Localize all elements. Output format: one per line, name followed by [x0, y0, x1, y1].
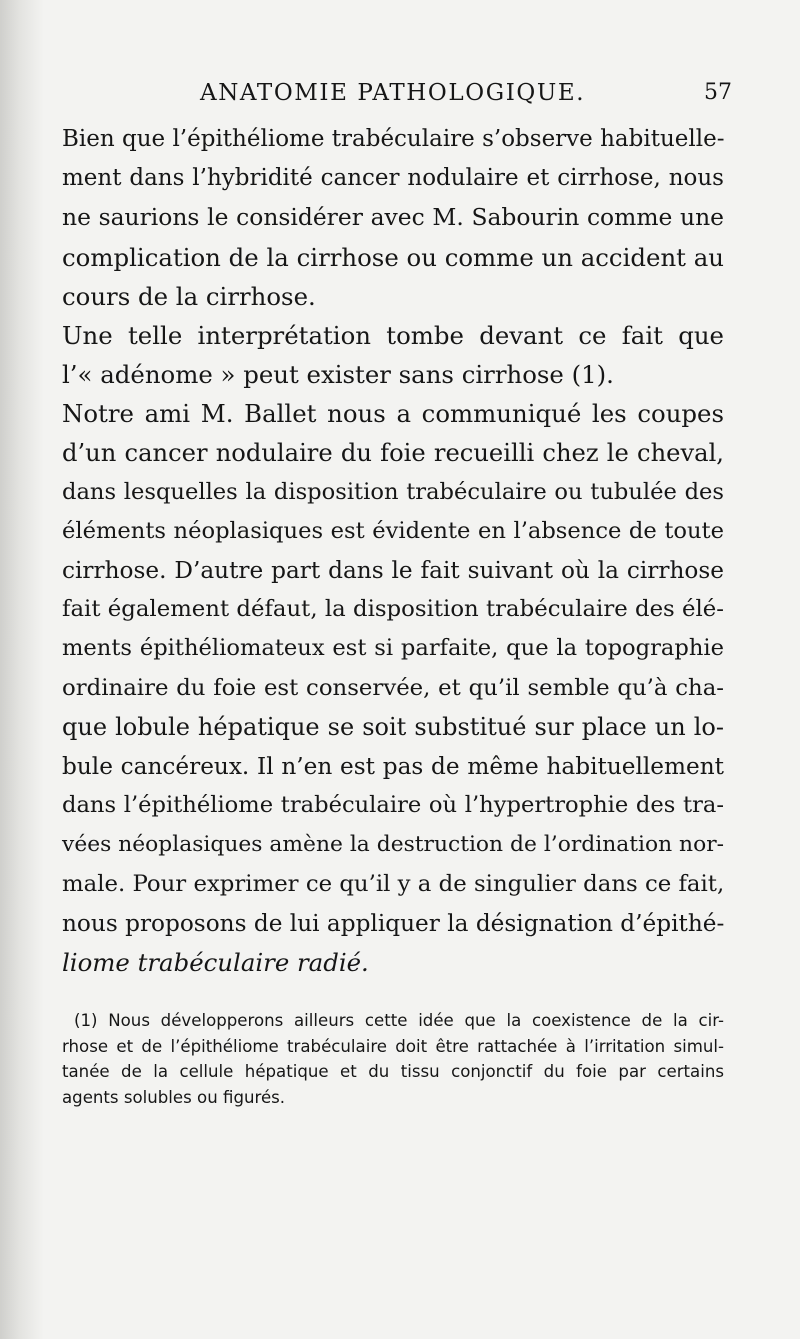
text-line: dans lesquelles la disposition trabéculaire ou tubulée des [62, 478, 724, 505]
body-text [62, 120, 724, 982]
text-line: nous proposons de lui appliquer la désignation d’épithé- [62, 909, 725, 937]
footnote-line: tanée de la cellule hépatique et du tissu conjonctif du foie par certains [62, 1062, 724, 1081]
footnote-line: agents solubles ou figurés. [62, 1087, 286, 1107]
text-line: l’« adénome » peut exister sans cirrhose (1). [62, 360, 614, 390]
footnote-line: (1) Nous développerons ailleurs cette idée que la coexistence de la cir- [74, 1011, 724, 1030]
page-gutter-shadow [0, 0, 44, 1339]
text-line: liome trabéculaire radié. [62, 947, 369, 977]
text-line: dans l’épithéliome trabéculaire où l’hypertrophie des tra- [62, 792, 724, 819]
page-number: 57 [704, 80, 732, 105]
running-title: ANATOMIE PATHOLOGIQUE. [200, 80, 586, 106]
text-line: vées néoplasiques amène la destruction de l’ordination nor- [62, 832, 724, 858]
text-line: cours de la cirrhose. [62, 281, 316, 311]
text-line: d’un cancer nodulaire du foie recueilli chez le cheval, [62, 438, 724, 467]
text-line: ne saurions le considérer avec M. Sabourin comme une [62, 203, 724, 232]
running-head [0, 76, 800, 110]
footnote [62, 1008, 724, 1110]
text-line: éléments néoplasiques est évidente en l’absence de toute [62, 517, 724, 544]
footnote-line: rhose et de l’épithéliome trabéculaire doit être rattachée à l’irritation simul- [62, 1036, 724, 1056]
text-line: ments épithéliomateux est si parfaite, que la topographie [62, 635, 724, 662]
text-line: male. Pour exprimer ce qu’il y a de singulier dans ce fait, [62, 870, 725, 897]
text-line: ment dans l’hybridité cancer nodulaire et cirrhose, nous [62, 165, 724, 192]
text-line: cirrhose. D’autre part dans le fait suivant où la cirrhose [62, 557, 724, 585]
text-line: que lobule hépatique se soit substitué sur place un lo- [62, 712, 724, 741]
text-line: Une telle interprétation tombe devant ce fait que [62, 320, 724, 350]
text-line: complication de la cirrhose ou comme un accident au [62, 242, 724, 272]
text-line: Bien que l’épithéliome trabéculaire s’observe habituelle- [62, 126, 725, 152]
text-line: Notre ami M. Ballet nous a communiqué les coupes [62, 399, 724, 429]
text-line: fait également défaut, la disposition trabéculaire des élé- [62, 596, 724, 623]
text-line: bule cancéreux. Il n’en est pas de même habituellement [62, 753, 724, 780]
text-line: ordinaire du foie est conservée, et qu’il semble qu’à cha- [62, 674, 724, 701]
